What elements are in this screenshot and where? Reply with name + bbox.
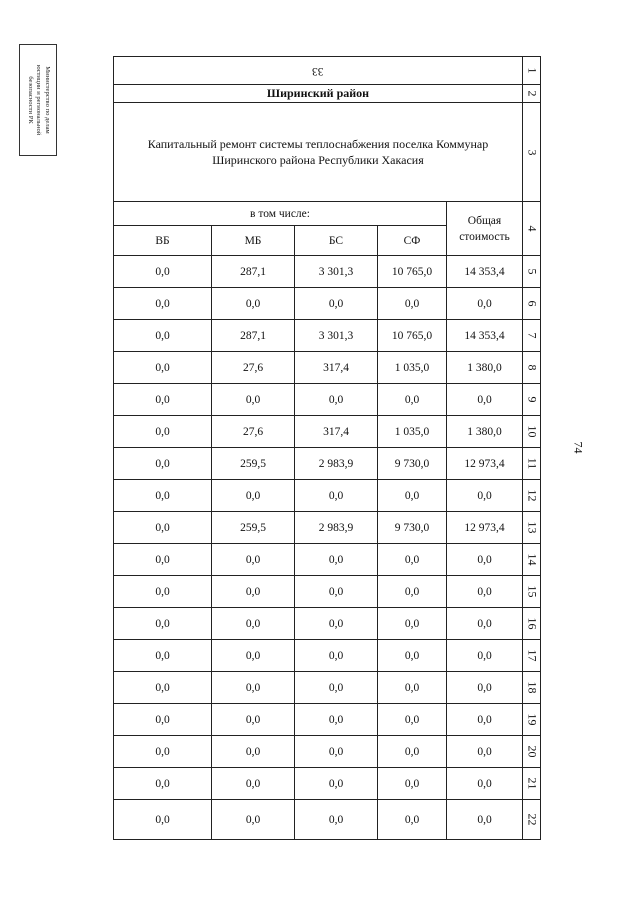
including-row: [114, 202, 541, 226]
cell-total: 12 973,4: [447, 448, 523, 480]
cell-bs: 0,0: [295, 736, 378, 768]
cell-bs: 3 301,3: [295, 256, 378, 288]
row-index-cell: [523, 384, 541, 416]
table-row: [114, 608, 541, 640]
stamp-line: безопасности РК: [26, 76, 34, 124]
cell-mb: 0,0: [212, 576, 295, 608]
cell-mb: 0,0: [212, 640, 295, 672]
cell-sf: 9 730,0: [378, 448, 447, 480]
cell-total: 0,0: [447, 480, 523, 512]
cell-bs: 317,4: [295, 416, 378, 448]
table-row: [114, 640, 541, 672]
row-index: 3: [525, 149, 539, 155]
row-index: 7: [525, 332, 539, 339]
cell-sf: 10 765,0: [378, 256, 447, 288]
cell-total: 1 380,0: [447, 352, 523, 384]
row-index-cell: [523, 544, 541, 576]
cell-sf: 0,0: [378, 288, 447, 320]
row-index-cell: [523, 800, 541, 840]
row-index-cell: [523, 352, 541, 384]
cell-total: 0,0: [447, 544, 523, 576]
cell-vb: 0,0: [114, 256, 212, 288]
row-index-cell: [523, 736, 541, 768]
cell-bs: 0,0: [295, 384, 378, 416]
row-index: 10: [525, 425, 539, 438]
region-row: [114, 85, 541, 103]
table-row: [114, 352, 541, 384]
cell-mb: 0,0: [212, 768, 295, 800]
budget-table: [113, 56, 541, 840]
cell-total: 0,0: [447, 608, 523, 640]
row-index: 11: [525, 457, 539, 470]
row-index: 19: [525, 713, 539, 726]
cell-bs: 2 983,9: [295, 512, 378, 544]
table-row: [114, 288, 541, 320]
cell-sf: 0,0: [378, 704, 447, 736]
column-header-sf: СФ: [378, 226, 447, 256]
cell-vb: 0,0: [114, 704, 212, 736]
cell-mb: 259,5: [212, 448, 295, 480]
cell-vb: 0,0: [114, 384, 212, 416]
total-cost-header: Общая стоимость: [447, 202, 523, 256]
row-index-cell: [523, 704, 541, 736]
cell-vb: 0,0: [114, 512, 212, 544]
column-header-vb: ВБ: [114, 226, 212, 256]
cell-bs: 0,0: [295, 768, 378, 800]
including-label: в том числе:: [114, 202, 447, 226]
ministry-stamp: [19, 44, 57, 156]
row-index: 1: [525, 67, 539, 74]
row-index-cell: [523, 320, 541, 352]
stamp-line: юстиции и региональной: [35, 64, 43, 136]
cell-mb: 287,1: [212, 256, 295, 288]
table-row: [114, 800, 541, 840]
row-index: 8: [525, 364, 539, 371]
cell-sf: 0,0: [378, 800, 447, 840]
page-number: 74: [571, 441, 586, 454]
cell-total: 14 353,4: [447, 256, 523, 288]
cell-mb: 0,0: [212, 736, 295, 768]
table-row: [114, 544, 541, 576]
row-index-cell: [523, 480, 541, 512]
row-index-cell: [523, 103, 541, 202]
cell-vb: 0,0: [114, 768, 212, 800]
row-index-cell: [523, 202, 541, 256]
cell-sf: 0,0: [378, 768, 447, 800]
row-index: 22: [525, 813, 539, 826]
row-index-cell: [523, 768, 541, 800]
cell-vb: 0,0: [114, 736, 212, 768]
cell-bs: 0,0: [295, 640, 378, 672]
cell-vb: 0,0: [114, 544, 212, 576]
row-index: 21: [525, 777, 539, 790]
cell-sf: 9 730,0: [378, 512, 447, 544]
cell-bs: 0,0: [295, 544, 378, 576]
row-index-cell: [523, 57, 541, 85]
cell-total: 0,0: [447, 800, 523, 840]
cell-total: 0,0: [447, 384, 523, 416]
row-index-cell: [523, 288, 541, 320]
row-index: 9: [525, 396, 539, 403]
row-index: 20: [525, 745, 539, 758]
cell-mb: 0,0: [212, 384, 295, 416]
cell-total: 12 973,4: [447, 512, 523, 544]
cell-sf: 0,0: [378, 384, 447, 416]
cell-sf: 0,0: [378, 736, 447, 768]
cell-sf: 0,0: [378, 480, 447, 512]
row-index: 6: [525, 300, 539, 307]
row-index-cell: [523, 608, 541, 640]
cell-sf: 1 035,0: [378, 352, 447, 384]
table-row: [114, 320, 541, 352]
cell-bs: 0,0: [295, 480, 378, 512]
cell-vb: 0,0: [114, 672, 212, 704]
row-index-cell: [523, 448, 541, 480]
cell-total: 1 380,0: [447, 416, 523, 448]
table-row: [114, 672, 541, 704]
cell-vb: 0,0: [114, 800, 212, 840]
row-index: 4: [525, 225, 539, 232]
cell-sf: 0,0: [378, 672, 447, 704]
row-index-cell: [523, 640, 541, 672]
cell-total: 0,0: [447, 288, 523, 320]
row-index-cell: [523, 256, 541, 288]
table-row: [114, 480, 541, 512]
cell-bs: 3 301,3: [295, 320, 378, 352]
row-index-cell: [523, 416, 541, 448]
header-number-cell: [114, 57, 523, 85]
cell-mb: 27,6: [212, 352, 295, 384]
cell-vb: 0,0: [114, 640, 212, 672]
row-index: 14: [525, 553, 539, 566]
cell-total: 0,0: [447, 736, 523, 768]
cell-sf: 0,0: [378, 608, 447, 640]
stamp-line: Министерство по делам: [43, 66, 51, 134]
cell-bs: 0,0: [295, 608, 378, 640]
cell-bs: 2 983,9: [295, 448, 378, 480]
header-number: 33: [312, 64, 324, 77]
cell-total: 14 353,4: [447, 320, 523, 352]
cell-vb: 0,0: [114, 320, 212, 352]
cell-bs: 317,4: [295, 352, 378, 384]
cell-sf: 1 035,0: [378, 416, 447, 448]
row-index: 17: [525, 649, 539, 662]
row-index-cell: [523, 576, 541, 608]
cell-mb: 27,6: [212, 416, 295, 448]
row-index: 12: [525, 489, 539, 502]
region-name: Ширинский район: [114, 85, 523, 103]
cell-vb: 0,0: [114, 352, 212, 384]
cell-mb: 259,5: [212, 512, 295, 544]
table-row: [114, 512, 541, 544]
cell-mb: 0,0: [212, 480, 295, 512]
table-row: [114, 576, 541, 608]
cell-total: 0,0: [447, 640, 523, 672]
column-header-mb: МБ: [212, 226, 295, 256]
cell-mb: 0,0: [212, 800, 295, 840]
row-index-cell: [523, 672, 541, 704]
project-title: Капитальный ремонт системы теплоснабжения поселка Коммунар Ширинского района Республики Хакасия: [114, 103, 523, 202]
row-index: 5: [525, 268, 539, 275]
cell-total: 0,0: [447, 704, 523, 736]
row-index-cell: [523, 85, 541, 103]
cell-total: 0,0: [447, 576, 523, 608]
table-row: [114, 768, 541, 800]
row-index: 2: [525, 90, 539, 97]
row-index-cell: [523, 512, 541, 544]
stamp-text: [25, 46, 51, 154]
row-index: 15: [525, 585, 539, 598]
header-number-row: [114, 57, 541, 85]
cell-vb: 0,0: [114, 448, 212, 480]
cell-sf: 0,0: [378, 544, 447, 576]
cell-bs: 0,0: [295, 704, 378, 736]
cell-bs: 0,0: [295, 800, 378, 840]
cell-mb: 0,0: [212, 288, 295, 320]
row-index: 13: [525, 521, 539, 534]
cell-vb: 0,0: [114, 288, 212, 320]
cell-bs: 0,0: [295, 672, 378, 704]
row-index: 16: [525, 617, 539, 630]
cell-bs: 0,0: [295, 576, 378, 608]
table-row: [114, 448, 541, 480]
row-index: 18: [525, 681, 539, 694]
table-row: [114, 704, 541, 736]
cell-mb: 0,0: [212, 704, 295, 736]
cell-mb: 0,0: [212, 608, 295, 640]
cell-mb: 287,1: [212, 320, 295, 352]
cell-bs: 0,0: [295, 288, 378, 320]
table-row: [114, 416, 541, 448]
cell-total: 0,0: [447, 768, 523, 800]
cell-sf: 0,0: [378, 576, 447, 608]
column-header-bs: БС: [295, 226, 378, 256]
title-row: [114, 103, 541, 202]
cell-vb: 0,0: [114, 416, 212, 448]
cell-vb: 0,0: [114, 480, 212, 512]
cell-total: 0,0: [447, 672, 523, 704]
table-row: [114, 384, 541, 416]
cell-vb: 0,0: [114, 608, 212, 640]
cell-mb: 0,0: [212, 544, 295, 576]
cell-sf: 10 765,0: [378, 320, 447, 352]
cell-vb: 0,0: [114, 576, 212, 608]
cell-sf: 0,0: [378, 640, 447, 672]
cell-mb: 0,0: [212, 672, 295, 704]
table-row: [114, 256, 541, 288]
table-row: [114, 736, 541, 768]
